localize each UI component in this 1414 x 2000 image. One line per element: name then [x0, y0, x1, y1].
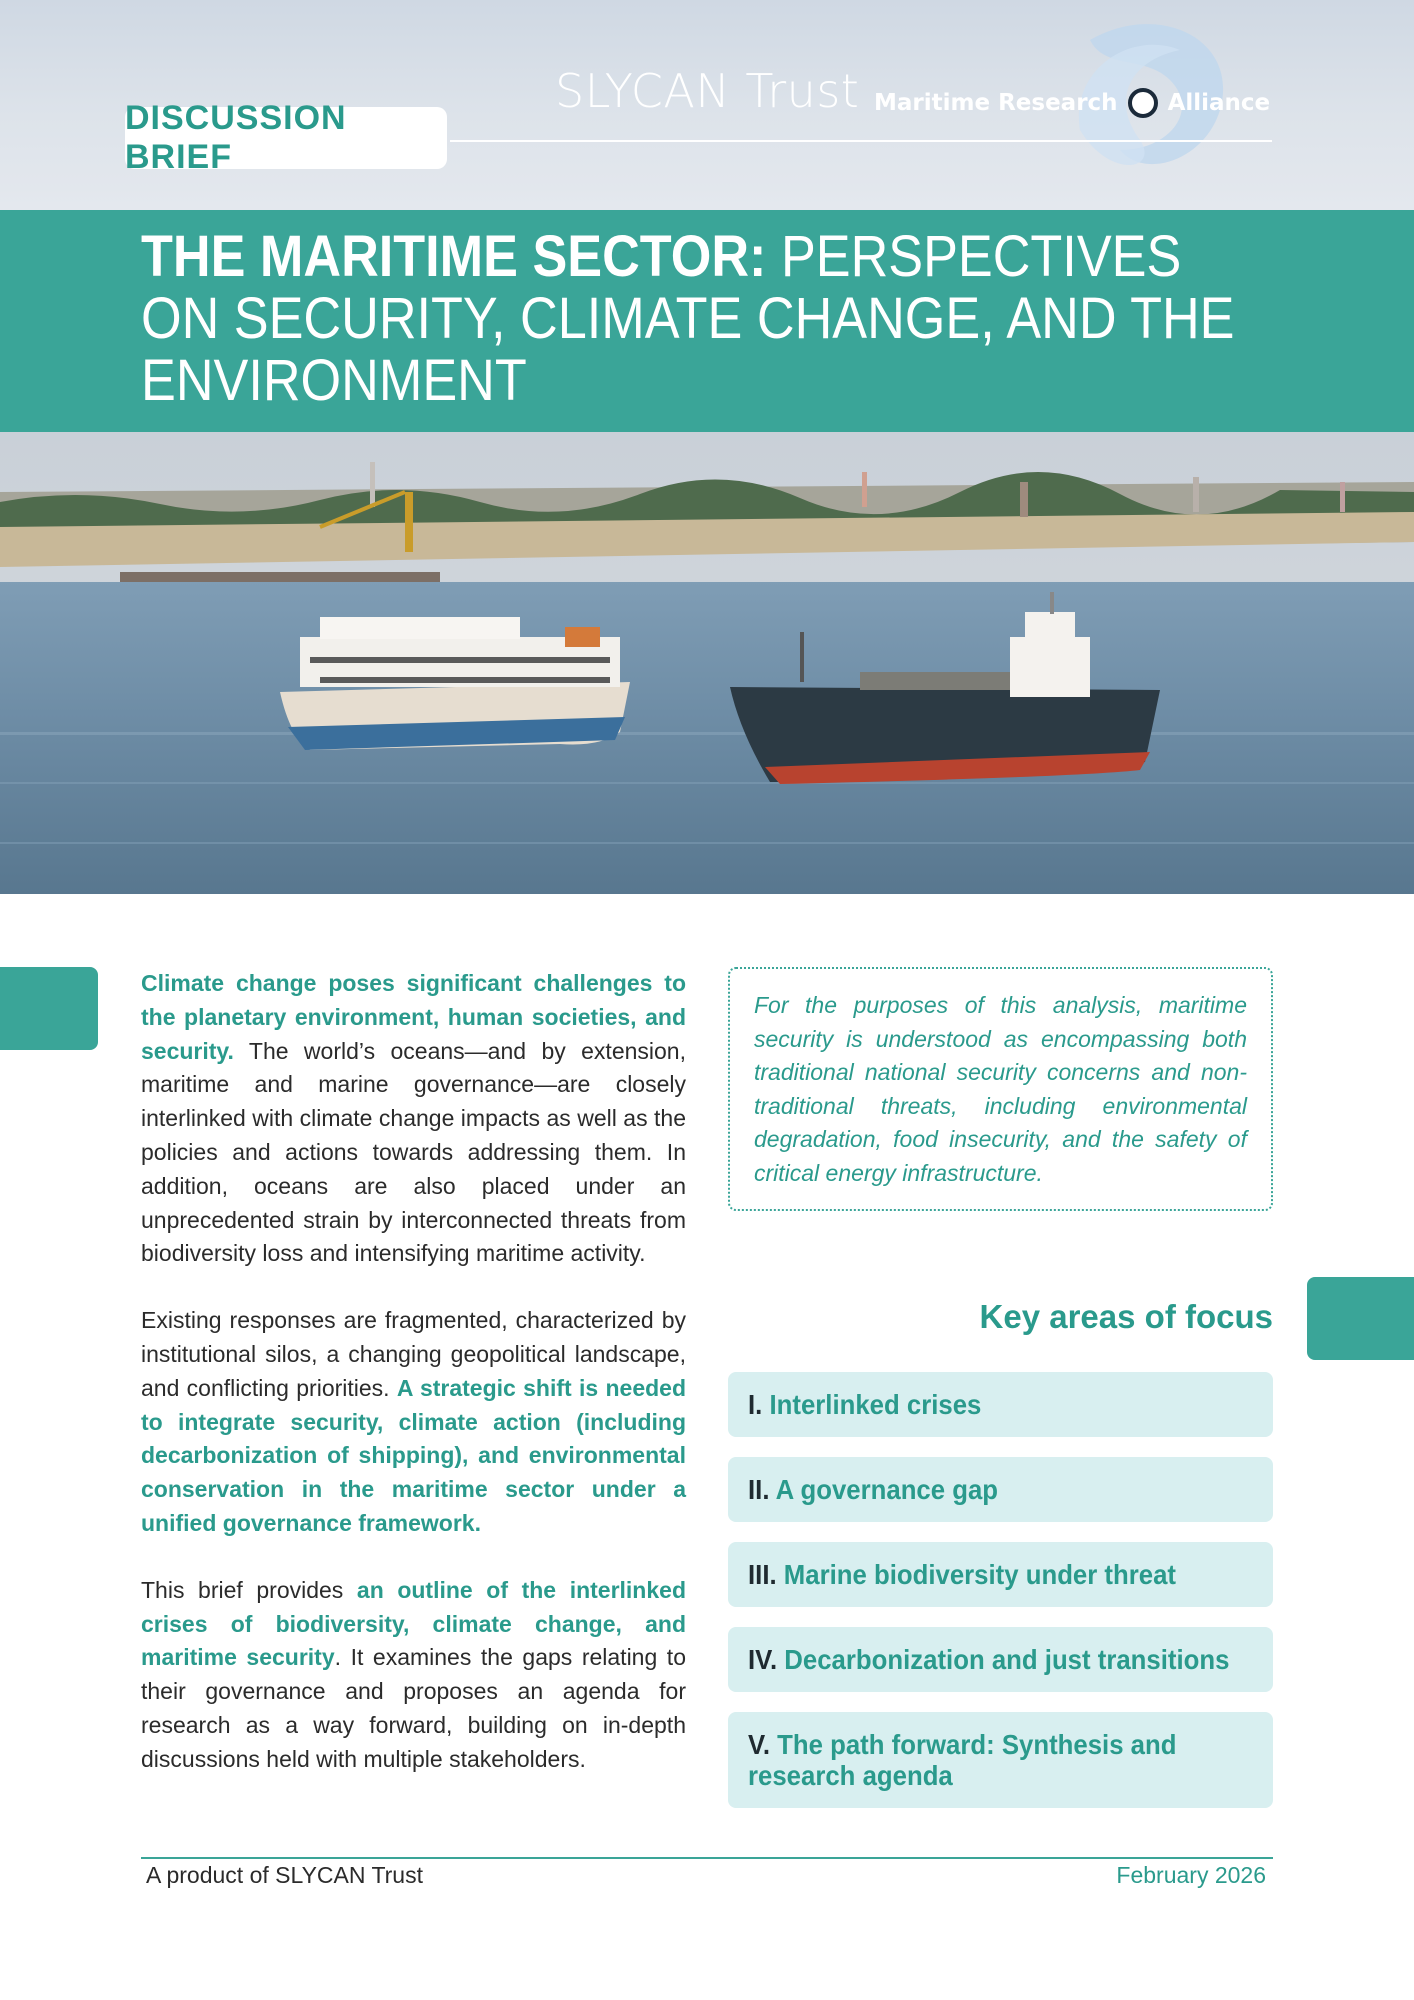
focus-item-number: III.: [748, 1559, 777, 1590]
focus-item-label: A governance gap: [775, 1474, 999, 1505]
highlight-text: A strategic shift is needed to integrate security, climate action (including decarbonization of shipping), and environmental conservation in the maritime sector under a unified governance framework.: [141, 1374, 687, 1536]
alliance-label-left: Maritime Research: [874, 90, 1118, 116]
header-divider: [450, 140, 1272, 142]
alliance-logo: [874, 86, 1270, 120]
body-text: The world’s oceans—and by extension, maritime and marine governance—are closely interlinked with climate change impacts as well as the policies and actions towards addressing them. In addition, oceans are also placed under an unprecedented strain by interconnected threats from biodiversity loss and intensifying maritime activity.: [141, 1037, 686, 1267]
focus-item: [728, 1542, 1273, 1607]
focus-item-label: Interlinked crises: [769, 1389, 982, 1420]
focus-item: [728, 1457, 1273, 1522]
focus-item: [728, 1712, 1273, 1808]
focus-item-number: IV.: [748, 1644, 778, 1675]
title-band: [0, 210, 1414, 432]
intro-paragraph-1: [141, 967, 686, 1271]
footer-divider: [141, 1857, 1273, 1859]
body-text: Existing responses are fragmented, characterized by institutional silos, a changing geopolitical landscape, and conflicting priorities.: [141, 1307, 686, 1401]
header: [0, 0, 1414, 210]
title-rest: PERSPECTIVES ON SECURITY, CLIMATE CHANGE, AND THE ENVIRONMENT: [141, 224, 1235, 413]
left-accent-tab: [0, 967, 98, 1050]
intro-paragraph-2: [141, 1304, 686, 1541]
focus-item-number: V.: [748, 1729, 770, 1760]
body-text: This brief provides: [141, 1576, 357, 1603]
definition-callout: For the purposes of this analysis, maritime security is understood as encompassing both traditional national security concerns and non-traditional threats, including environmental degradation, food insecurity, and the safety of critical energy infrastructure.: [728, 967, 1273, 1211]
ring-icon: [1128, 88, 1158, 118]
highlight-text: Climate change poses significant challenges to the planetary environment, human societies, and security.: [141, 970, 686, 1064]
hero-photo: [0, 432, 1414, 894]
ferry-ship: [280, 617, 630, 750]
ships-on-river-image: [0, 432, 1414, 894]
page-title: [141, 226, 1239, 412]
title-strong: THE MARITIME SECTOR:: [141, 224, 767, 289]
right-accent-tab: [1307, 1277, 1414, 1360]
focus-item-number: I.: [748, 1389, 763, 1420]
footer-date: February 2026: [1116, 1862, 1266, 1888]
intro-text-column: [141, 967, 686, 1810]
focus-item-number: II.: [748, 1474, 770, 1505]
footer-credit: A product of SLYCAN Trust: [146, 1862, 423, 1888]
body-text: . It examines the gaps relating to their governance and proposes an agenda for research as a way forward, building on in-depth discussions held with multiple stakeholders.: [141, 1644, 686, 1772]
focus-item: [728, 1372, 1273, 1437]
document-type-badge: DISCUSSION BRIEF: [125, 107, 447, 169]
intro-paragraph-3: [141, 1574, 686, 1777]
highlight-text: an outline of the interlinked crises of biodiversity, climate change, and maritime security: [141, 1576, 686, 1671]
alliance-label-right: Alliance: [1167, 90, 1271, 116]
focus-item-label: Decarbonization and just transitions: [784, 1644, 1230, 1675]
brand-name: SLYCAN Trust: [555, 64, 860, 118]
focus-heading: Key areas of focus: [979, 1298, 1273, 1335]
focus-item-label: The path forward: Synthesis and research agenda: [748, 1729, 1177, 1791]
focus-list: [728, 1372, 1273, 1828]
focus-item: [728, 1627, 1273, 1692]
focus-item-label: Marine biodiversity under threat: [783, 1559, 1177, 1590]
